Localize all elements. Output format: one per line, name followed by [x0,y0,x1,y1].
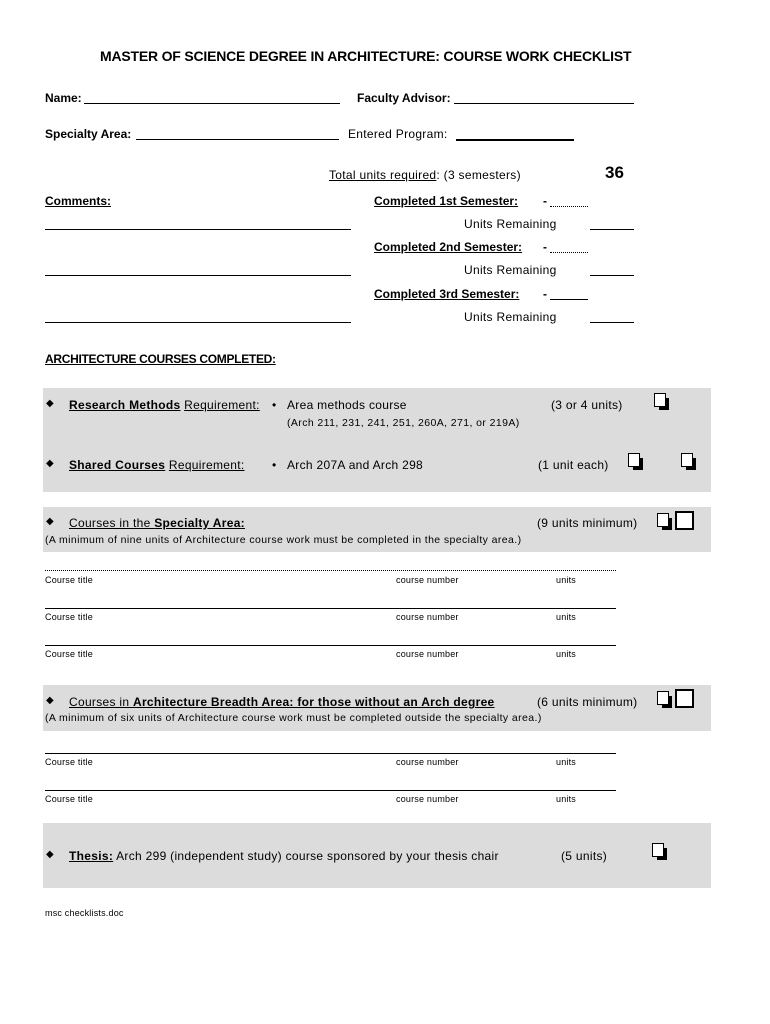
entered-program-label: Entered Program: [348,127,448,141]
shared-units: (1 unit each) [538,458,609,472]
course-title-label: Course title [45,757,93,767]
course-number-label: course number [396,612,459,622]
comments-line-3[interactable] [45,322,351,323]
course-units-label: units [556,612,577,622]
course-number-label: course number [396,757,459,767]
shared-label-row [69,458,245,472]
total-units-value: 36 [605,163,624,182]
completed-2nd-dash: - [543,240,547,254]
breadth-bullet: ◆ [46,695,54,706]
units-remaining-2-label: Units Remaining [464,263,557,277]
research-label-row [69,398,260,412]
course-units-label: units [556,649,577,659]
specialty-course-line-1[interactable] [45,570,616,571]
course-title-label: Course title [45,649,93,659]
faculty-advisor-label: Faculty Advisor: [357,91,451,105]
total-units-suffix: : (3 semesters) [436,168,521,182]
course-title-label: Course title [45,575,93,585]
research-bullet: ◆ [46,398,54,409]
completed-3rd-label: Completed 3rd Semester: [374,287,520,301]
specialty-label-prefix: Courses in the [69,516,155,530]
thesis-row [69,849,499,863]
units-remaining-3-field[interactable] [590,322,634,323]
breadth-label-bold: Architecture Breadth Area: for those without an Arch degree [133,695,495,709]
breadth-label-prefix: Courses in [69,695,133,709]
entered-program-field[interactable] [456,139,574,141]
name-field[interactable] [84,103,340,104]
completed-1st-field[interactable] [550,206,588,207]
specialty-label-bold: Specialty Area: [154,516,245,530]
specialty-label-row [69,516,245,530]
breadth-course-line-2[interactable] [45,790,616,791]
course-units-label: units [556,757,577,767]
page-title: MASTER OF SCIENCE DEGREE IN ARCHITECTURE: COURSE WORK CHECKLIST [100,48,632,64]
thesis-checkbox[interactable] [652,843,664,857]
completed-2nd-field[interactable] [550,252,588,253]
total-units-label: Total units required [329,168,437,182]
course-units-label: units [556,575,577,585]
breadth-note: (A minimum of six units of Architecture course work must be completed outside the specialty area.) [45,712,542,724]
course-units-label: units [556,794,577,804]
course-title-label: Course title [45,794,93,804]
research-dot: • [272,398,277,412]
total-units-row [329,168,521,182]
course-number-label: course number [396,649,459,659]
completed-1st-dash: - [543,194,547,208]
research-course: Area methods course [287,398,407,412]
specialty-units: (9 units minimum) [537,516,638,530]
course-number-label: course number [396,794,459,804]
shared-dot: • [272,458,277,472]
shared-checkbox-2[interactable] [681,453,693,467]
breadth-checkbox-1[interactable] [657,691,669,705]
units-remaining-2-field[interactable] [590,275,634,276]
thesis-label: Thesis: [69,849,114,863]
specialty-checkbox-2[interactable] [675,511,694,530]
section-heading: ARCHITECTURE COURSES COMPLETED: [45,352,276,366]
breadth-units: (6 units minimum) [537,695,638,709]
specialty-checkbox-1[interactable] [657,513,669,527]
thesis-bullet: ◆ [46,849,54,860]
specialty-area-field[interactable] [136,139,339,140]
shared-bullet: ◆ [46,458,54,469]
thesis-units: (5 units) [561,849,608,863]
comments-line-2[interactable] [45,275,351,276]
shared-label-suffix: Requirement: [168,458,245,472]
course-number-label: course number [396,575,459,585]
shared-course: Arch 207A and Arch 298 [287,458,424,472]
specialty-course-line-3[interactable] [45,645,616,646]
research-label-suffix: Requirement: [184,398,260,412]
breadth-label-row [69,695,495,709]
breadth-course-line-1[interactable] [45,753,616,754]
units-remaining-1-label: Units Remaining [464,217,557,231]
course-title-label: Course title [45,612,93,622]
units-remaining-3-label: Units Remaining [464,310,557,324]
research-units: (3 or 4 units) [551,398,623,412]
completed-3rd-field[interactable] [550,299,588,300]
shared-checkbox-1[interactable] [628,453,640,467]
completed-2nd-label: Completed 2nd Semester: [374,240,523,254]
research-label: Research Methods [69,398,181,412]
comments-label: Comments: [45,194,112,208]
research-checkbox[interactable] [654,393,666,407]
faculty-advisor-field[interactable] [454,103,634,104]
breadth-checkbox-2[interactable] [675,689,694,708]
units-remaining-1-field[interactable] [590,229,634,230]
research-options: (Arch 211, 231, 241, 251, 260A, 271, or 219A) [287,417,520,429]
specialty-note: (A minimum of nine units of Architecture course work must be completed in the specialty area.) [45,534,522,546]
specialty-bullet: ◆ [46,516,54,527]
shared-label: Shared Courses [69,458,166,472]
completed-3rd-dash: - [543,287,547,301]
completed-1st-label: Completed 1st Semester: [374,194,519,208]
specialty-area-label: Specialty Area: [45,127,132,141]
specialty-course-line-2[interactable] [45,608,616,609]
thesis-text: Arch 299 (independent study) course sponsored by your thesis chair [116,849,499,863]
footer-filename: msc checklists.doc [45,908,124,918]
comments-line-1[interactable] [45,229,351,230]
research-methods-block [43,388,711,440]
name-label: Name: [45,91,82,105]
